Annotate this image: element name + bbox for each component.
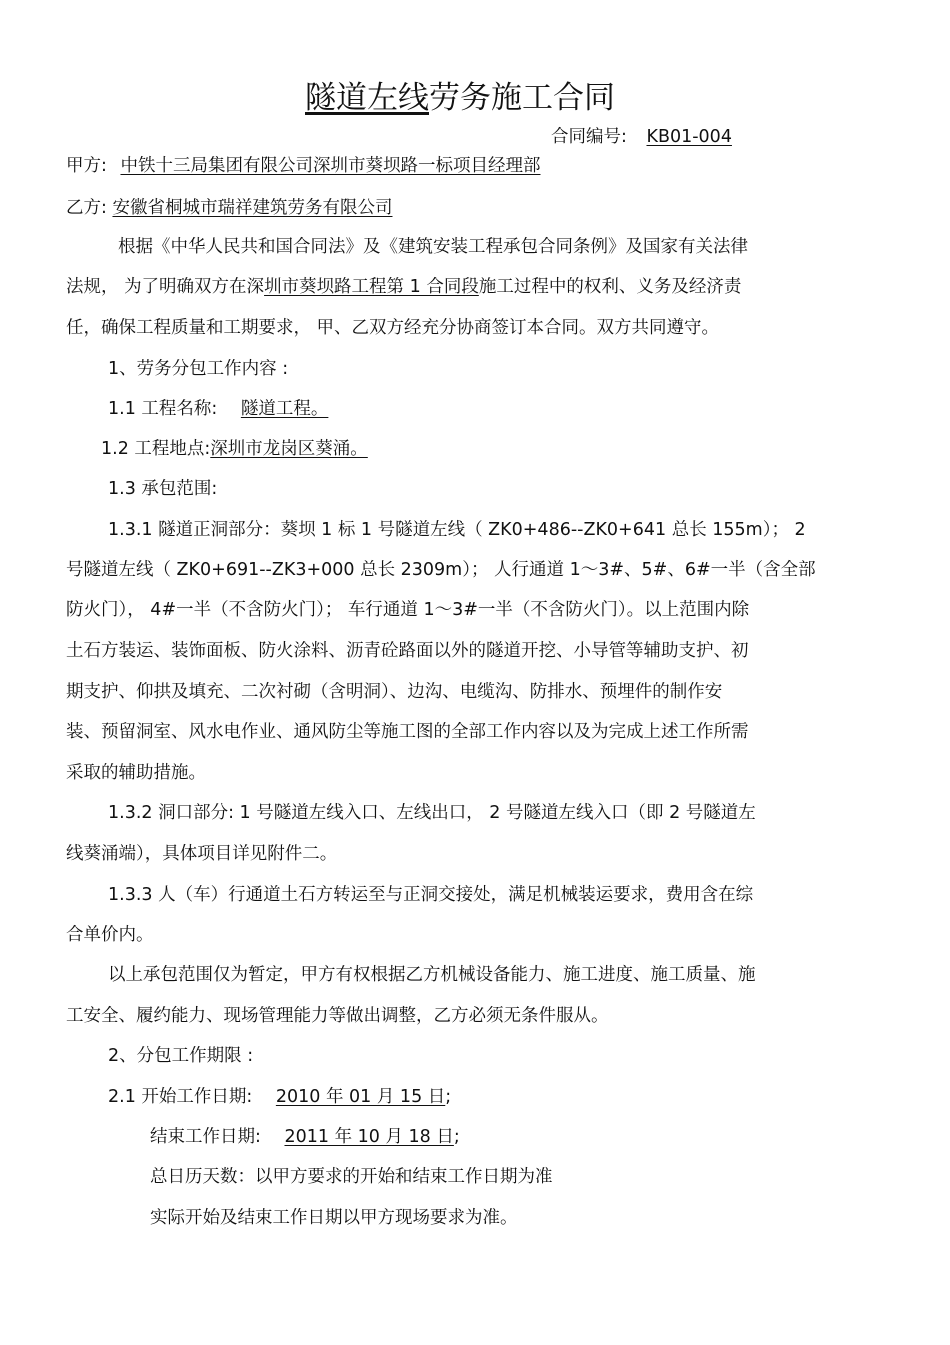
item-1-2 xyxy=(101,438,402,460)
contract-title xyxy=(0,78,920,118)
start-date-end: ; xyxy=(445,1087,452,1107)
item-1-3-3-line-2: 合单价内。 xyxy=(66,925,154,945)
item-1-3-1-line-3: 防火门）， 4#一半（不含防火门）； 车行通道 1～3#一半（不含防火门）。以上范围内除 xyxy=(66,600,750,620)
item-1-3-1-line-1: 1.3.1 隧道正洞部分：葵坝 1 标 1 号隧道左线（ ZK0+486--ZK0+641 总长 155m）； 2 xyxy=(108,520,806,540)
intro-line-1: 根据《中华人民共和国合同法》及《建筑安装工程承包合同条例》及国家有关法律 xyxy=(118,237,748,257)
intro-line-2 xyxy=(66,276,741,298)
contract-section-underlined: 圳市葵坝路工程第 1 合同段 xyxy=(264,277,479,297)
scope-note-line-2: 工安全、履约能力、现场管理能力等做出调整，乙方必须无条件服从。 xyxy=(66,1006,609,1026)
item-1-1 xyxy=(108,398,338,420)
item-1-3-3-line-1: 1.3.3 人（车）行通道土石方转运至与正洞交接处，满足机械装运要求，费用含在综 xyxy=(108,885,754,905)
item-1-3-1-line-6: 装、预留洞室、风水电作业、通风防尘等施工图的全部工作内容以及为完成上述工作所需 xyxy=(66,722,749,742)
contract-number-label: 合同编号: xyxy=(551,127,627,147)
actual-dates-note: 实际开始及结束工作日期以甲方现场要求为准。 xyxy=(150,1208,518,1228)
section-2-heading: 2、分包工作期限 : xyxy=(108,1046,254,1066)
start-date-value: 2010 年 01 月 15 日 xyxy=(275,1087,446,1107)
project-name-value: 隧道工程。 xyxy=(240,399,329,419)
party-b-line xyxy=(66,197,428,219)
item-1-3-1-line-7: 采取的辅助措施。 xyxy=(66,763,206,783)
party-b-label: 乙方: xyxy=(66,198,107,218)
item-1-3-1-line-4: 土石方装运、装饰面板、防火涂料、沥青砼路面以外的隧道开挖、小导管等辅助支护、初 xyxy=(66,641,749,661)
party-a-line xyxy=(66,155,578,177)
project-name-label: 1.1 工程名称: xyxy=(108,399,218,419)
party-a-label: 甲方: xyxy=(66,156,107,176)
start-date-label: 2.1 开始工作日期: xyxy=(108,1087,253,1107)
title-rest: 劳务施工合同 xyxy=(429,80,615,116)
party-a-name: 中铁十三局集团有限公司深圳市葵坝路一标项目经理部 xyxy=(120,156,541,176)
scope-note-line-1: 以上承包范围仅为暂定，甲方有权根据乙方机械设备能力、施工进度、施工质量、施 xyxy=(108,965,756,985)
item-2-1-start xyxy=(108,1086,451,1108)
item-1-3-1-line-5: 期支护、仰拱及填充、二次衬砌（含明洞）、边沟、电缆沟、防排水、预埋件的制作安 xyxy=(66,682,723,702)
item-1-3-2-line-2: 线葵涌端），具体项目详见附件二。 xyxy=(66,844,338,864)
project-location-label: 1.2 工程地点: xyxy=(101,439,211,459)
item-1-3: 1.3 承包范围: xyxy=(108,479,218,499)
contract-number-line xyxy=(551,126,736,148)
intro-line-2-end: 施工过程中的权利、义务及经济责 xyxy=(478,277,742,297)
item-1-3-1-line-2: 号隧道左线（ ZK0+691--ZK3+000 总长 2309m）； 人行通道 1～3#、5#、6#一半（含全部 xyxy=(66,560,816,580)
intro-line-3: 任，确保工程质量和工期要求， 甲、乙双方经充分协商签订本合同。双方共同遵守。 xyxy=(66,318,720,338)
item-2-1-end xyxy=(150,1126,460,1148)
contract-number-value: KB01-004 xyxy=(646,127,732,147)
item-1-3-2-line-1: 1.3.2 洞口部分: 1 号隧道左线入口、左线出口， 2 号隧道左线入口（即 2 号隧道左 xyxy=(108,803,756,823)
end-date-label: 结束工作日期: xyxy=(150,1127,261,1147)
section-1-heading: 1、劳务分包工作内容 : xyxy=(108,359,289,379)
party-b-name: 安徽省桐城市瑞祥建筑劳务有限公司 xyxy=(112,198,393,218)
title-underlined-part: 隧道左线 xyxy=(305,80,429,116)
total-calendar-days: 总日历天数：以甲方要求的开始和结束工作日期为准 xyxy=(150,1167,553,1187)
end-date-value: 2011 年 10 月 18 日 xyxy=(284,1127,454,1147)
end-date-end: ; xyxy=(453,1127,460,1147)
intro-line-2-start: 法规， 为了明确双方在深 xyxy=(66,277,265,297)
project-location-value: 深圳市龙岗区葵涌。 xyxy=(210,439,368,459)
